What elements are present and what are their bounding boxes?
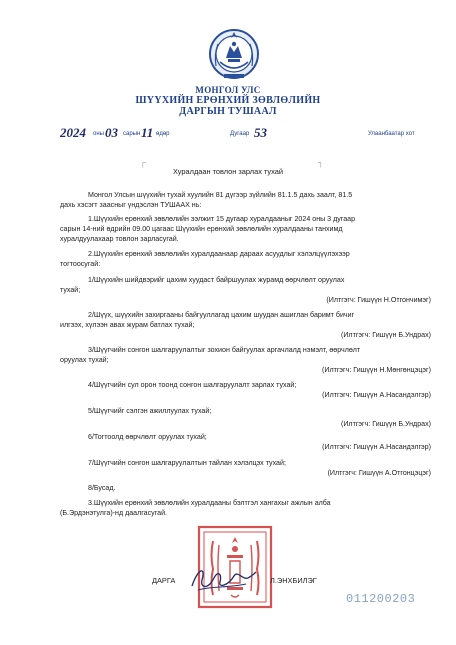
item-1-line-1: 1/Шүүхийн шийдвэрийг цахим хуудаст байршуулах журамд өөрчлөлт оруулах bbox=[88, 276, 345, 284]
p1-line-2: сарын 14-ний өдрийн 09.00 цагаас Шүүхийн ерөнхий зөвлөлийн хуралдааны танхимд bbox=[60, 225, 343, 233]
handwritten-signature bbox=[188, 560, 258, 596]
item-6-line-1: 6/Тогтоолд өөрчлөлт оруулах тухай; bbox=[88, 433, 207, 441]
item-7-line-1: 7/Шүүгчийн сонгон шалгаруулалтын тайлан хэлэлцэх тухай; bbox=[88, 459, 286, 467]
state-emblem-icon bbox=[206, 24, 262, 82]
institution-name: ШҮҮХИЙН ЕРӨНХИЙ ЗӨВЛӨЛИЙН bbox=[135, 95, 321, 106]
p3-line-2: (Б.Эрдэнэтулга)-нд даалгасугай. bbox=[60, 509, 168, 517]
date-year: 2024 bbox=[60, 125, 86, 140]
item-3-line-1: 3/Шүүгчийн сонгон шалгаруулалтыг зохион байгуулах аргачлалд нэмэлт, өөрчлөлт bbox=[88, 346, 361, 354]
item-4-reporter: (Илтгэгч: Гишүүн А.Насандэлгэр) bbox=[322, 391, 431, 399]
p1-line-1: 1.Шүүхийн ерөнхий зөвлөлийн ээлжит 15 дугаар хуралдааныг 2024 оны 3 дугаар bbox=[88, 215, 356, 223]
item-5-line-1: 5/Шүүгчийг сэлгэн ажиллуулах тухай; bbox=[88, 407, 212, 415]
item-8-line-1: 8/Бусад. bbox=[88, 484, 116, 492]
document-title: Хуралдаан товлон зарлах тухай bbox=[173, 167, 283, 176]
item-7-reporter: (Илтгэгч: Гишүүн А.Отгонцэцэг) bbox=[327, 469, 431, 477]
item-3-line-2: оруулах тухай; bbox=[60, 356, 109, 364]
intro-line-2: дахь хэсэгт заасныг үндэслэн ТУШААХ нь: bbox=[60, 201, 202, 209]
item-6-reporter: (Илтгэгч: Гишүүн А.Насандэлгэр) bbox=[322, 443, 431, 451]
document-serial-number: 011200203 bbox=[346, 592, 416, 606]
document-number: 53 bbox=[254, 125, 267, 140]
intro-line-1: Монгол Улсын шүүхийн тухай хуулийн 81 дүгээр зүйлийн 81.1.5 дахь заалт, 81.5 bbox=[88, 191, 353, 199]
p3-line-1: 3.Шүүхийн ерөнхий зөвлөлийн хуралдааны бэлтгэл хангахыг ажлын алба bbox=[88, 499, 331, 507]
item-3-reporter: (Илтгэгч: Гишүүн Н.Мөнгөнцэцэг) bbox=[322, 366, 431, 374]
date-month-suffix: сарын bbox=[123, 131, 141, 137]
item-2-reporter: (Илтгэгч: Гишүүн Б.Ундрах) bbox=[340, 331, 431, 339]
date-year-suffix: оны bbox=[93, 131, 104, 137]
date-month: 03 bbox=[105, 125, 118, 140]
number-label: Дугаар bbox=[230, 131, 250, 137]
item-2-line-1: 2/Шүүх, шүүхийн захиргааны байгууллагад цахим шуудан ашиглан баримт бичиг bbox=[88, 311, 355, 319]
title-corner-right: ┐ bbox=[318, 158, 324, 167]
issue-place: Улаанбаатар хот bbox=[368, 131, 415, 137]
date-day: 11 bbox=[141, 125, 154, 140]
date-day-suffix: өдөр bbox=[156, 131, 170, 137]
signatory-name: Л.ЭНХБИЛЭГ bbox=[270, 576, 317, 585]
item-1-reporter: (Илтгэгч: Гишүүн Н.Отгончимэг) bbox=[326, 296, 431, 304]
p2-line-2: тогтоосугай: bbox=[60, 260, 101, 268]
item-1-line-2: тухай; bbox=[60, 286, 81, 294]
p2-line-1: 2.Шүүхийн ерөнхий зөвлөлийн хуралдаанаар дараах асуудлыг хэлэлцүүлэхээр bbox=[88, 250, 350, 258]
title-corner-left: ┌ bbox=[140, 158, 146, 167]
item-2-line-2: илгээх, хүлээн авах журам батлах тухай; bbox=[60, 321, 195, 329]
document-type: ДАРГЫН ТУШААЛ bbox=[179, 106, 277, 117]
item-5-reporter: (Илтгэгч: Гишүүн Б.Ундрах) bbox=[340, 420, 431, 428]
country-name: МОНГОЛ УЛС bbox=[195, 85, 261, 95]
p1-line-3: хуралдуулахаар товлон зарласугай. bbox=[60, 235, 179, 243]
signatory-role: ДАРГА bbox=[152, 576, 176, 585]
item-4-line-1: 4/Шүүгчийн сул орон тоонд сонгон шалгаруулалт зарлах тухай; bbox=[88, 381, 297, 389]
